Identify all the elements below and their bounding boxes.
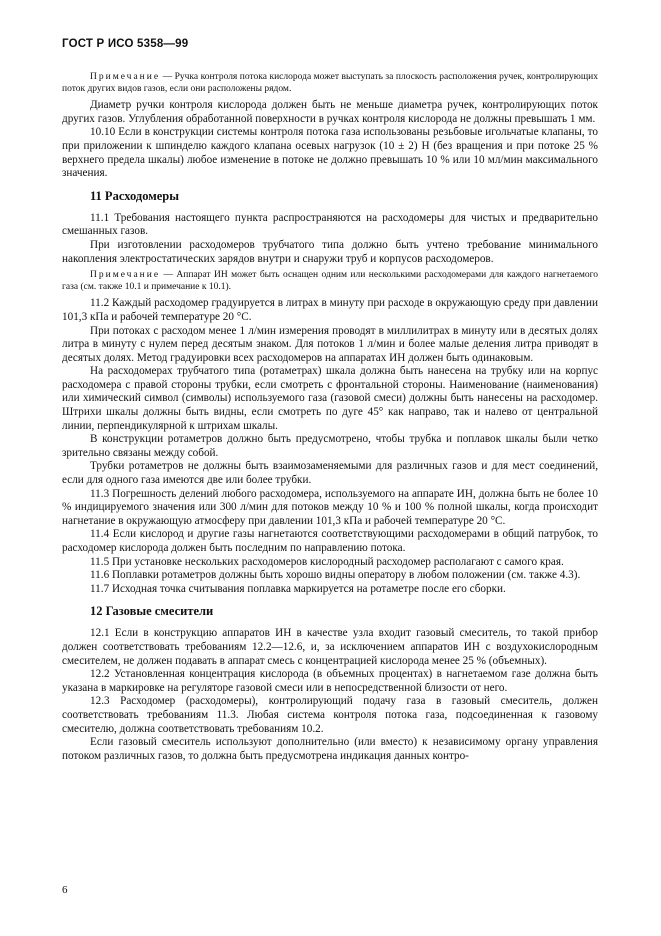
note-text: — Ручка контроля потока кислорода может выступать за плоскость расположения ручек, контролирующих поток других видов газов, если они расположены рядом. — [62, 72, 598, 94]
paragraph: При потоках с расходом менее 1 л/мин измерения проводят в миллилитрах в минуту или в десятых долях литра в минуту с нулем перед десятым знаком. Для потоков 1 л/мин и более малые деления литра приводят в десятых долях. Метод градуировки всех расходомеров на аппаратах ИН должен быть одинаковым. — [62, 324, 598, 364]
paragraph: 12.1 Если в конструкцию аппаратов ИН в качестве узла входит газовый смеситель, то такой прибор должен соответствовать требованиям 12.2—12.6, и, за исключением аппаратов ИН с воздухокислородным смесителем, не должен подавать в аппарат смесь с концентрацией кислорода менее 25 % (объемных). — [62, 627, 598, 667]
paragraph: 11.3 Погрешность делений любого расходомера, используемого на аппарате ИН, должна быть не более 10 % индицируемого значения или 300 л/мин для потоков между 10 % и 100 % полной шкалы, когда происходит нагнетание в окружающую атмосферу при давлении 101,3 кПа и рабочей температуре 20 °С. — [62, 487, 598, 527]
paragraph: На расходомерах трубчатого типа (ротаметрах) шкала должна быть нанесена на трубку или на корпус расходомера с правой стороны трубки, если смотреть с фронтальной стороны. Наименование (наименования) или химический символ (символы) используемого газа (газовой смеси) должны быть нанесены на расходомер. Штрихи шкалы должны быть видны, если смотреть по дуге 45° как направо, так и налево от центральной линии, перпендикулярной к штрихам шкалы. — [62, 365, 598, 432]
note-11-1 — [62, 270, 598, 293]
paragraph: 11.2 Каждый расходомер градуируется в литрах в минуту при расходе в окружающую среду при давлении 101,3 кПа и рабочей температуре 20 °С. — [62, 297, 598, 323]
paragraph: 12.3 Расходомер (расходомеры), контролирующий подачу газа в газовый смеситель, должен соответствовать требованиям 11.3. Любая система контроля потока газа, подсоединенная к газовому смесителю, должна соответствовать требованиям 10.2. — [62, 695, 598, 735]
paragraph: В конструкции ротаметров должно быть предусмотрено, чтобы трубка и поплавок шкалы были четко зрительно связаны между собой. — [62, 433, 598, 459]
paragraph: Трубки ротаметров не должны быть взаимозаменяемыми для различных газов и для мест соединений, если для одного газа имеются две или более трубки. — [62, 460, 598, 487]
page-number: 6 — [62, 884, 68, 896]
page-content — [62, 38, 598, 763]
paragraph: Диаметр ручки контроля кислорода должен быть не меньше диаметра ручек, контролирующих поток других газов. Углубления обработанной поверхности в ручках контроля кислорода не должны превышать 1 мм. — [62, 99, 598, 125]
standard-header: ГОСТ Р ИСО 5358—99 — [62, 38, 189, 50]
paragraph: 10.10 Если в конструкции системы контроля потока газа использованы резьбовые игольчатые клапаны, то при приложении к шпинделю каждого клапана осевых нагрузок (10 ± 2) Н (без вращения и при потоке 25 % верхнего предела шкалы) любое изменение в потоке не должно превышать 10 % или 10 мл/мин максимального значения. — [62, 126, 598, 180]
note-10-9 — [62, 72, 598, 95]
section-heading-11: 11 Расходомеры — [90, 188, 179, 203]
section-heading-12: 12 Газовые смесители — [90, 604, 214, 619]
note-text: — Аппарат ИН может быть оснащен одним или несколькими расходомерами для каждого нагнетаемого газа (см. также 10.1 и примечание к 10.1). — [62, 270, 598, 292]
paragraph: 11.4 Если кислород и другие газы нагнетаются соответствующими расходомерами в общий патрубок, то расходомер кислорода должен быть последним по направлению потока. — [62, 528, 598, 554]
paragraph: 12.2 Установленная концентрация кислорода (в объемных процентах) в нагнетаемом газе должна быть указана в маркировке на регуляторе газовой смеси или в непосредственной близости от него. — [62, 668, 598, 694]
paragraph: 11.7 Исходная точка считывания поплавка маркируется на ротаметре после его сборки. — [90, 582, 506, 595]
paragraph: Если газовый смеситель используют дополнительно (или вместо) к независимому органу управления потоком различных газов, то должна быть предусмотрена индикация данных контро- — [62, 736, 598, 762]
paragraph: 11.5 При установке нескольких расходомеров кислородный расходомер располагают с самого края. — [90, 555, 564, 568]
paragraph: 11.1 Требования настоящего пункта распространяются на расходомеры для чистых и предварительно смешанных газов. — [62, 211, 598, 238]
note-label: Примечание — [90, 270, 161, 281]
paragraph: 11.6 Поплавки ротаметров должны быть хорошо видны оператору в любом положении (см. также 4.3). — [90, 569, 581, 582]
paragraph: При изготовлении расходомеров трубчатого типа должно быть учтено требование минимального накопления электростатических зарядов внутри и снаружи труб и корпусов расходомеров. — [62, 238, 598, 265]
note-label: Примечание — [90, 72, 161, 82]
